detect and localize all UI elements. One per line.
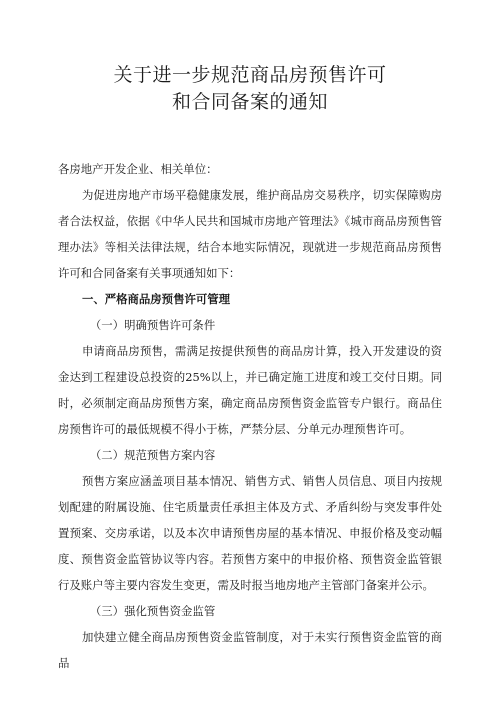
intro-paragraph: 为促进房地产市场平稳健康发展，维护商品房交易秩序，切实保障购房者合法权益，依据《中华人民共和国城市房地产管理法》《城市商品房预售管理办法》等相关法律法规，结合本地实际情况，现就进一步规范商品房预售许可和合同备案有关事项通知如下：: [58, 188, 442, 280]
salutation: 各房地产开发企业、相关单位：: [58, 162, 218, 176]
subsection-1-heading: （一）明确预售许可条件: [89, 318, 216, 332]
section-1-heading: 一、严格商品房预售许可管理: [81, 292, 231, 306]
subsection-3-body: 加快建立健全商品房预售资金监管制度，对于未实行预售资金监管的商品: [58, 630, 442, 670]
title-line-2: 和合同备案的通知: [171, 91, 328, 113]
subsection-3-heading: （三）强化预售资金监管: [89, 604, 216, 618]
title-line-1: 关于进一步规范商品房预售许可: [113, 64, 387, 86]
subsection-2-body: 预售方案应涵盖项目基本情况、销售方式、销售人员信息、项目内按规划配建的附属设施、住宅质量责任承担主体及方式、矛盾纠纷与突发事件处置预案、交房承诺，以及本次申请预售房屋的基本情况、申报价格及变动幅度、预售资金监管协议等内容。若预售方案中的申报价格、预售资金监管银行及账户等主要内容发生变更，需及时报当地房地产主管部门备案并公示。: [58, 474, 442, 592]
subsection-2-heading: （二）规范预售方案内容: [89, 448, 216, 462]
subsection-1-body: 申请商品房预售，需满足按提供预售的商品房计算，投入开发建设的资金达到工程建设总投资的25%以上，并已确定施工进度和竣工交付日期。同时，必须制定商品房预售方案，确定商品房预售资金监管专户银行。商品住房预售许可的最低规模不得小于栋，严禁分层、分单元办理预售许可。: [58, 344, 442, 436]
document-title: [58, 62, 442, 116]
